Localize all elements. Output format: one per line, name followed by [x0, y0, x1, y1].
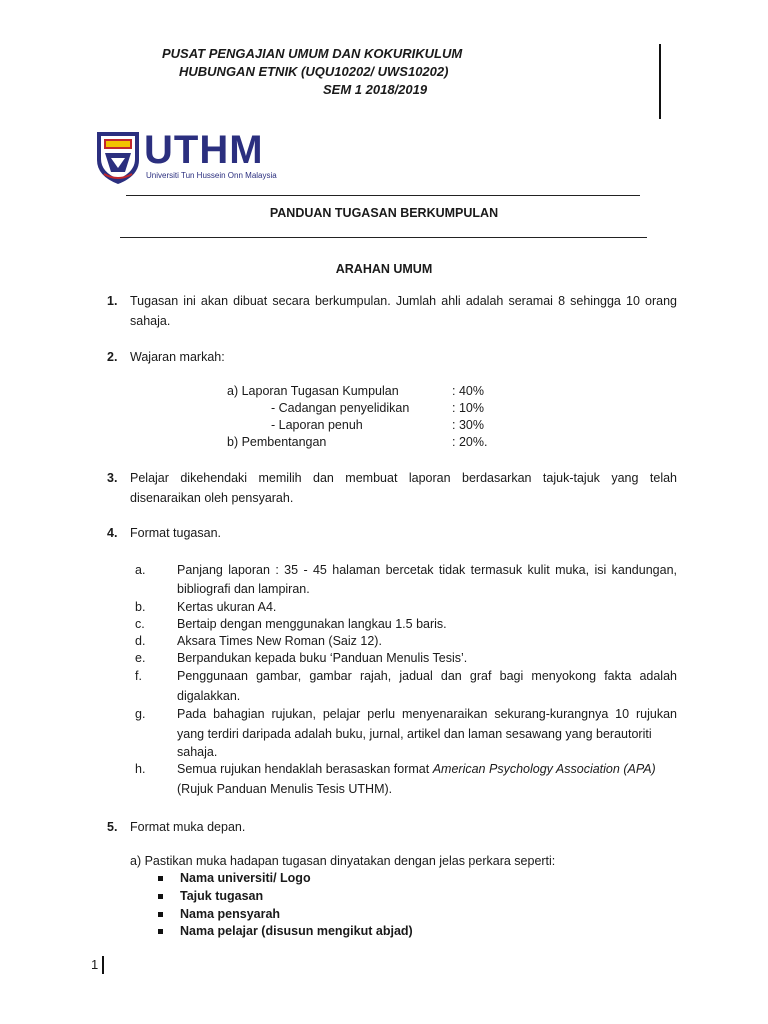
header-line-1: PUSAT PENGAJIAN UMUM DAN KOKURIKULUM — [162, 46, 463, 61]
sub-item-g-line-2: yang terdiri daripada adalah buku, jurnal, artikel dan laman sesawang yang berautoriti — [177, 727, 652, 741]
sub-item-f-line-2: digalakkan. — [177, 689, 241, 703]
document-title: PANDUAN TUGASAN BERKUMPULAN — [269, 206, 499, 220]
sub-item-h-line-1 — [177, 762, 677, 776]
item-2-text: Wajaran markah: — [130, 350, 225, 364]
item-1-number: 1. — [107, 294, 118, 308]
sub-item-label: b. — [135, 600, 146, 614]
weight-row-value: : 40% — [452, 384, 484, 398]
weight-row-label: - Cadangan penyelidikan — [271, 401, 410, 415]
section-title: ARAHAN UMUM — [335, 262, 433, 276]
item-1-line-1: Tugasan ini akan dibuat secara berkumpulan. Jumlah ahli adalah seramai 8 sehingga 10 orang — [130, 294, 677, 308]
logo-wordmark: UTHM — [144, 128, 264, 172]
item-3-line-2: disenaraikan oleh pensyarah. — [130, 491, 294, 505]
sub-item-e-text: Berpandukan kepada buku ‘Panduan Menulis Tesis’. — [177, 651, 468, 665]
page-number: 1 — [91, 957, 99, 972]
weight-row-value: : 20%. — [452, 435, 488, 449]
bottom-rule — [120, 237, 647, 238]
sub-item-f-line-1: Penggunaan gambar, gambar rajah, jadual dan graf bagi menyokong fakta adalah — [177, 669, 677, 683]
weight-row-value: : 30% — [452, 418, 484, 432]
item-4-number: 4. — [107, 526, 118, 540]
sub-item-a-line-2: bibliografi dan lampiran. — [177, 582, 310, 596]
sub-item-d-text: Aksara Times New Roman (Saiz 12). — [177, 634, 382, 648]
bullet-icon — [158, 894, 163, 899]
sub-item-a-line-1: Panjang laporan : 35 - 45 halaman bercetak tidak termasuk kulit muka, isi kandungan, — [177, 563, 677, 577]
header-line-2: HUBUNGAN ETNIK (UQU10202/ UWS10202) — [179, 64, 449, 79]
weight-row-value: : 10% — [452, 401, 484, 415]
bullet-item: Nama pensyarah — [180, 907, 281, 921]
sub-item-label: e. — [135, 651, 146, 665]
bullet-icon — [158, 876, 163, 881]
item-5-intro: a) Pastikan muka hadapan tugasan dinyatakan dengan jelas perkara seperti: — [130, 854, 556, 868]
sub-item-label: c. — [135, 617, 145, 631]
sub-item-label: f. — [135, 669, 142, 683]
apa-style-name: American Psychology Association (APA) — [432, 762, 656, 776]
sub-item-b-text: Kertas ukuran A4. — [177, 600, 277, 614]
sub-item-label: a. — [135, 563, 146, 577]
header-vertical-rule — [659, 44, 661, 119]
bullet-item: Nama universiti/ Logo — [180, 871, 311, 885]
bullet-icon — [158, 929, 163, 934]
top-rule — [126, 195, 640, 196]
logo-subtitle: Universiti Tun Hussein Onn Malaysia — [146, 171, 277, 180]
bullet-item: Nama pelajar (disusun mengikut abjad) — [180, 924, 413, 938]
weight-row-label: a) Laporan Tugasan Kumpulan — [227, 384, 399, 398]
item-4-text: Format tugasan. — [130, 526, 222, 540]
header-line-3: SEM 1 2018/2019 — [323, 82, 428, 97]
sub-item-g-line-3: sahaja. — [177, 745, 218, 759]
bullet-item: Tajuk tugasan — [180, 889, 264, 903]
footer-divider — [102, 956, 104, 974]
item-3-number: 3. — [107, 471, 118, 485]
item-3-line-1: Pelajar dikehendaki memilih dan membuat laporan berdasarkan tajuk-tajuk yang telah — [130, 471, 677, 485]
bullet-icon — [158, 912, 163, 917]
sub-item-label: g. — [135, 707, 146, 721]
weight-row-label: b) Pembentangan — [227, 435, 327, 449]
sub-item-label: h. — [135, 762, 146, 776]
sub-item-label: d. — [135, 634, 146, 648]
sub-item-h-line-2: (Rujuk Panduan Menulis Tesis UTHM). — [177, 782, 393, 796]
item-5-number: 5. — [107, 820, 118, 834]
item-2-number: 2. — [107, 350, 118, 364]
sub-item-h-line-1-text: Semua rujukan hendaklah berasaskan format — [177, 762, 433, 776]
item-5-text: Format muka depan. — [130, 820, 246, 834]
weight-row-label: - Laporan penuh — [271, 418, 363, 432]
sub-item-g-line-1: Pada bahagian rujukan, pelajar perlu menyenaraikan sekurang-kurangnya 10 rujukan — [177, 707, 677, 721]
sub-item-c-text: Bertaip dengan menggunakan langkau 1.5 baris. — [177, 617, 447, 631]
item-1-line-2: sahaja. — [130, 314, 171, 328]
